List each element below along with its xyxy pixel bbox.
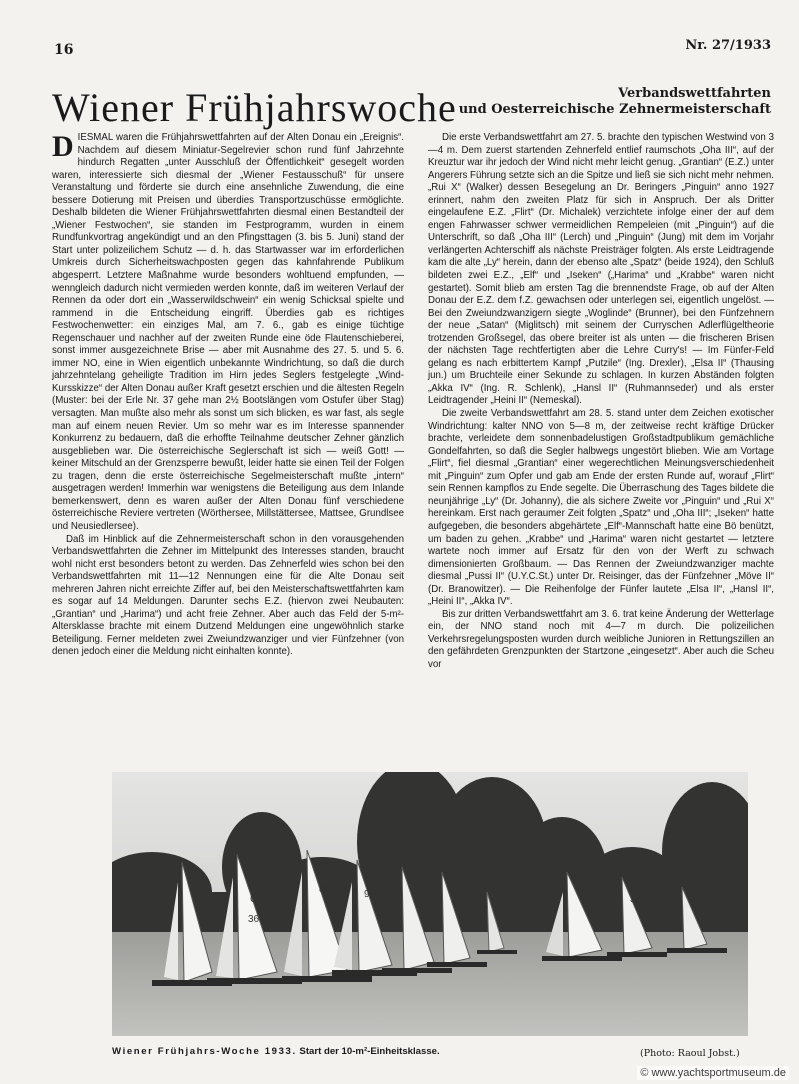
watermark: © www.yachtsportmuseum.de xyxy=(637,1066,789,1080)
subtitle-line-2: und Oesterreichische Zehnermeisterschaft xyxy=(458,102,771,117)
article-subtitle xyxy=(459,86,771,118)
regatta-photo-illustration xyxy=(112,772,748,1036)
sail-number-2: 36 xyxy=(248,914,260,925)
photo-caption-title: Wiener Frühjahrs-Woche 1933. xyxy=(112,1046,297,1057)
article-title: Wiener Frühjahrswoche xyxy=(52,85,457,130)
photo-caption-text: Start der 10-m²-Einheitsklasse. xyxy=(296,1046,440,1057)
right-paragraph-3: Bis zur dritten Verbandswettfahrt am 3. 6. trat keine Änderung der Wetterlage ein, der NNO stand noch mit 4—7 m durch. Die polizeilichen Verkehrsregelungsposten wurden durch weibliche Junioren in Rettungszillen an den gefährdeten Grenzpunkten der Startzone „eingesetzt“. Aber auch die Scheu vor xyxy=(428,608,774,670)
photo-caption xyxy=(112,1046,440,1057)
sail-number-1: C xyxy=(250,894,258,905)
regatta-photo xyxy=(112,772,748,1036)
right-paragraph-1: Die erste Verbandswettfahrt am 27. 5. brachte den typischen Westwind von 3—4 m. Dem zuerst startenden Zehnerfeld entlief raumschots „Oha III“, auf der Kreuztur war ihr jedoch der Wind nicht mehr leicht genug. „Grantian“ (E.Z.) unter Angerers Führung setzte sich an die Spitze und ließ sie sich nicht mehr nehmen. „Rui X“ (Walker) dessen Besegelung an Dr. Beringers „Pinguin“ anno 1927 erinnert, nahm den zweiten Platz für sich in Anspruch. Der als Dritter eingelaufene E.Z. „Flirt“ (Dr. Michalek) verzichtete infolge einer der auf dem engen Fahrwasser schwer vermeidlichen Rempeleien (mit „Pinguin“) auf die Unterschrift, so daß „Oha III“ (Lerch) und „Pinguin“ (Jung) mit dem im Vorjahr verlängerten Achterschiff als nächste Preisträger folgten. Als erste Leidtragende kam die alte „Ly“ herein, dann der ebenso alte „Spatz“ (beide 1924), den Schluß bildeten zwei E.Z., „Elf“ und „Iseken“ („Harima“ und „Krabbe“ waren nicht gestartet). Somit blieb am ersten Tag die brennendste Frage, ob auf der Alten Donau der E.Z. dem f.Z. gewachsen oder unterlegen sei, eigentlich ungelöst. — Bei den Zweiundzwanzigern siegte „Woglinde“ (Brunner), bei den Fünfzehnern der neue „Satan“ (Miglitsch) mit seinem der Curryschen Adlerflügeltheorie trotzenden Großsegel, das obere breiter ist als unten — die frischeren Brisen der nächsten Tage rechtfertigten aber die Lehre Curry's! — Im Fünfer-Feld gelang es nach erbittertem Kampf „Putzile“ (Ing. Drexler), „Elsa II“ (Thausing jun.) um Bruchteile einer Sekunde zu schlagen. In kurzen Abständen folgten „Akka IV“ (Ing. R. Schlenk), „Hansl II“ (Ruhmannseder) und als erster Leidtragender „Heini II“ (Nemeskal). xyxy=(428,132,774,407)
page-number: 16 xyxy=(54,42,74,58)
sail-number-4: 96 xyxy=(364,889,376,900)
subtitle-line-1: Verbandswettfahrten xyxy=(618,86,771,101)
left-paragraph-1-text: IESMAL waren die Frühjahrswettfahrten auf der Alten Donau ein „Ereignis“. Nachdem auf diesem Miniatur-Segelrevier schon rund fünf Jahrzehnte hindurch Regatten „unter Ausschluß der Öffentlichkeit“ gesegelt worden waren, interessierte sich diesmal der „Wiener Festausschuß“ für unsere Veranstaltung und förderte sie durch eine ansehnliche Zuwendung, die eine bessere Dotierung mit Preisen und überdies Transportzuschüsse ermöglichte. Deshalb bildeten die Wiener Frühjahrswettfahrten diesmal einen Bestandteil der „Wiener Festwochen“, sie standen im Festprogramm, wurden in einem Rundfunkvortrag angekündigt und an den Pfingsttagen (3. bis 5. Juni) stand der Start unter polizeilichem Schutz — d. h. das Startwasser war im erforderlichen Umkreis durch Sicherheitswachposten gegen das kahnfahrende Publikum abgesperrt. Letztere Maßnahme wurde besonders wohltuend empfunden, — wenngleich dadurch nicht vermieden werden konnte, daß im weiteren Verlauf der Rennen da oder dort ein „Wasserwildschwein“ ein wenig Schicksal spielte und rammend in die Entscheidung eingriff. Überdies gab es richtiges Festwochenwetter: ein einziges Mal, am 7. 6., gab es einige tüchtige Regenschauer und nachher auf der zweiten Runde eine öde Flautenschieberei, sonst immer ausgezeichnete Brise — aber mit Ausnahme des 27. 5. und 5. 6. immer NO, eine in Wien eigentlich unbekannte Windrichtung, so daß die durch jahrzehntelang geheiligte Tradition im Hirn jedes Seglers festgelegte „Wind-Kursskizze“ der Alten Donau außer Kraft gesetzt erschien und die ältesten Regeln (Muster: bei der Erle Nr. 37 gehe man 2½ Bootslängen vom Ostufer über Stag) versagten. Man mußte also mehr als sonst um sich blicken, es war fast, als segle man auf einem neuen Revier. Um so mehr war es im Interesse spannender Konkurrenz zu bedauern, daß die erhoffte Teilnahme deutscher Zehner gänzlich ausgeblieben war. Die österreichische Seglerschaft ist sich — weiß Gott! — keiner Mitschuld an der Grenzsperre bewußt, leider hatte sie einen Teil der Folgen zu tragen, denn die erste österreichische Segelmeisterschaft mußte „intern“ ausgetragen werden! Immerhin war wenigstens die Beteiligung aus dem Inlande bemerkenswert, denn es waren außer der Alten Donau fünf verschiedene österreichische Reviere vertreten (Wörthersee, Millstättersee, Mattsee, Grundlsee und Neusiedlersee). xyxy=(52,132,404,532)
left-paragraph-2: Daß im Hinblick auf die Zehnermeisterschaft schon in den vorausgehenden Verbandswettfahrten die Zehner im Mittelpunkt des Interesses standen, braucht wohl nicht erst besonders betont zu werden. Das Zehnerfeld wies schon bei den Verbandswettfahrten mit 11—12 Nennungen eine für die Alte Donau seit mehreren Jahren nicht erreichte Ziffer auf, bei den Meisterschaftswettfahrten kam es sogar auf 14 Meldungen. Darunter sechs E.Z. (hiervon zwei Neubauten: „Grantian“ und „Harima“) und acht freie Zehner. Aber auch das Feld der 5-m²-Altersklasse brachte mit einem Dutzend Meldungen eine ungewöhnlich starke Beteiligung. Ferner meldeten zwei Zweiundzwanziger und vier Fünfzehner (von denen jedoch einer die Meldung nicht einhalten konnte). xyxy=(52,533,404,658)
issue-number: Nr. 27/1933 xyxy=(685,38,771,53)
drop-cap: D xyxy=(52,130,74,163)
right-column xyxy=(428,132,774,672)
photo-credit: (Photo: Raoul Jobst.) xyxy=(640,1048,740,1059)
left-paragraph-1 xyxy=(52,132,404,534)
sail-number-3: 88 xyxy=(319,884,331,895)
right-paragraph-2: Die zweite Verbandswettfahrt am 28. 5. stand unter dem Zeichen exotischer Windrichtung: kalter NNO von 5—8 m, der zeitweise recht kräftige Drücker brachte, verleidete dem sonnenbadelustigen Großstadtpublikum gemächliche Gondelfahrten, so daß die Segler halbwegs ungestört blieben. Wie am Vortage „Flirt“, fiel diesmal „Grantian“ einer wegerechtlichen Meinungsverschiedenheit mit „Pinguin“ zum Opfer und gab am Ende der ersten Runde auf, worauf „Flirt“ sein Rennen kampflos zu Ende segelte. Die Überraschung des Tages bildete die neunjährige „Ly“ (Dr. Johanny), die als sichere Zweite vor „Pinguin“ und „Rui X“ hereinkam. Erst nach geraumer Zeit folgten „Spatz“ und „Oha III“; „Iseken“ hatte aufgegeben, die besonders abgehärtete „Elf“-Mannschaft hatte eine Bö benützt, um baden zu gehen. „Krabbe“ und „Harima“ waren nicht gestartet — letztere wartete noch immer auf Ersatz für den von der Werft zu schwach dimensionierten Großbaum. — Das Rennen der Zweiundzwanziger machte diesmal „Pussi II“ (U.Y.C.St.) unter Dr. Reisinger, das der Fünfzehner „Möve II“ (Dr. Branowitzer). — Die Reihenfolge der Fünfer lautete „Elsa II“, „Hansl II“, „Heini II“, „Akka IV“. xyxy=(428,408,774,608)
sail-number-5: 39 xyxy=(630,894,641,904)
left-column xyxy=(52,132,404,659)
